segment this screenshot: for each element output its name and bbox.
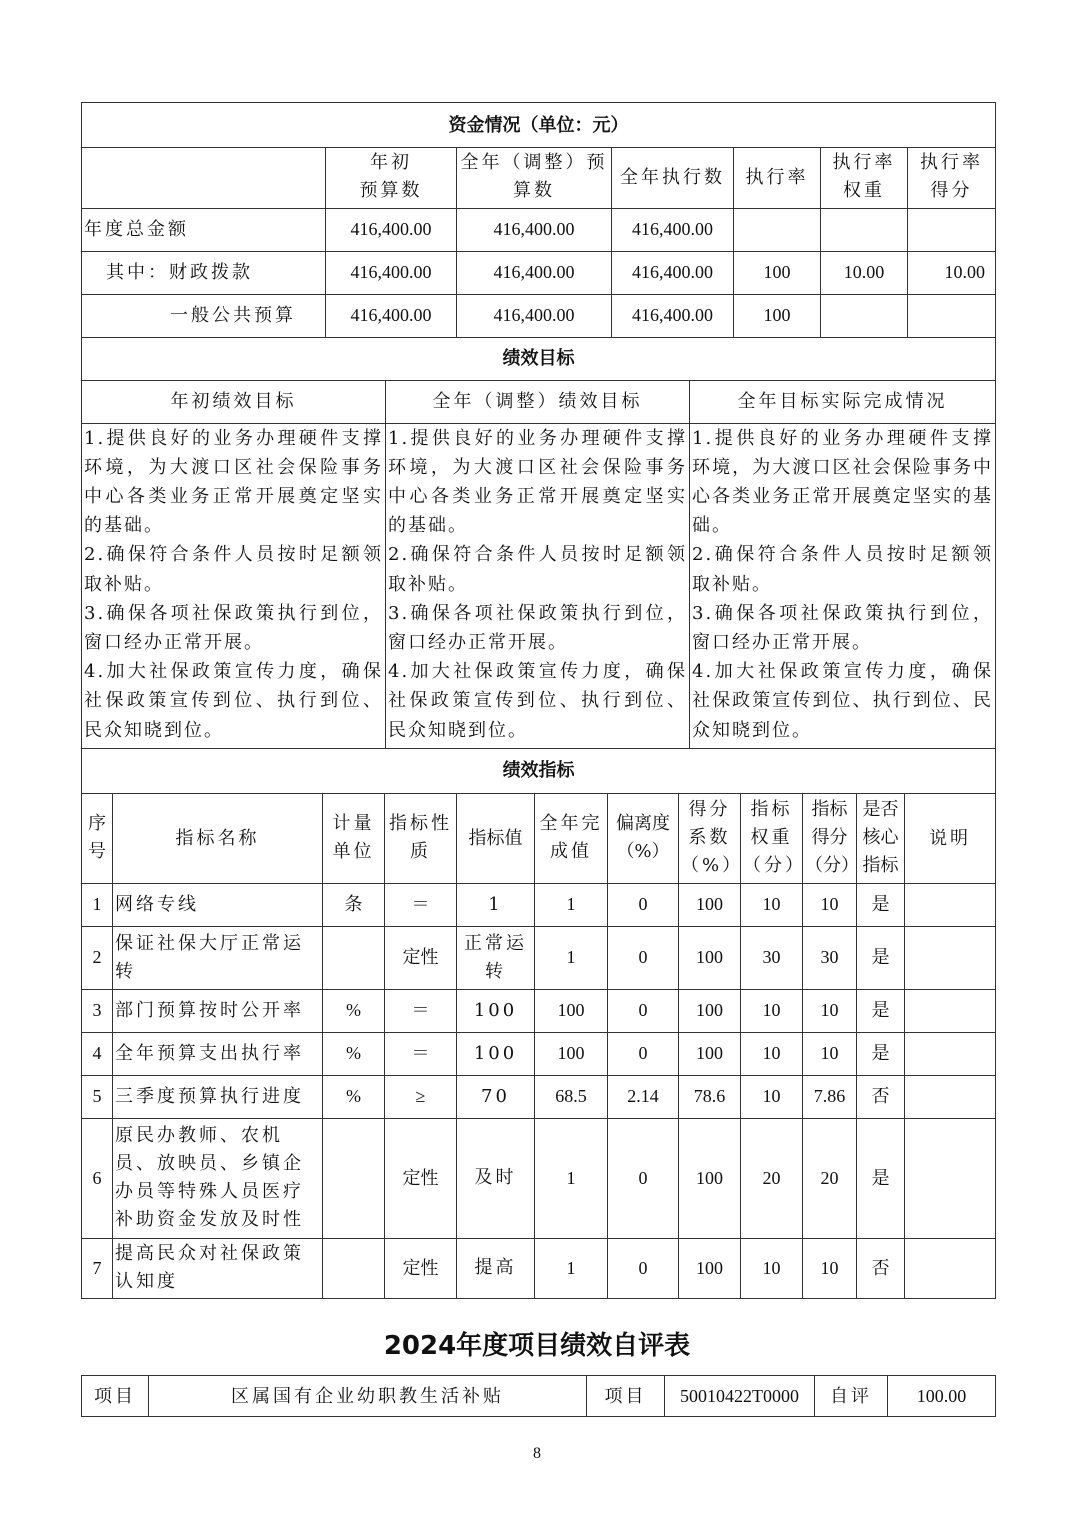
- indicator-row: [82, 989, 996, 1032]
- goal-item: 2.确保符合条件人员按时足额领取补贴。: [84, 544, 383, 595]
- indicator-name: 保证社保大厅正常运转: [113, 926, 323, 989]
- indicator-actual: 100: [535, 989, 608, 1032]
- indicator-coef: 78.6: [679, 1075, 741, 1118]
- indicator-actual: 100: [535, 1032, 608, 1075]
- funds-row-executed: 416,400.00: [612, 294, 734, 337]
- funds-header-rate: 执行率: [734, 147, 821, 208]
- report-title: 2024年度项目绩效自评表: [383, 1331, 691, 1361]
- goals-title: 绩效目标: [82, 337, 996, 380]
- goals-header-actual: 全年目标实际完成情况: [690, 380, 996, 423]
- code-label: 项目: [587, 1376, 665, 1417]
- indicator-coef: 100: [679, 1032, 741, 1075]
- funds-row-label: 一般公共预算: [82, 294, 326, 337]
- indicator-nature: 定性: [385, 1118, 457, 1238]
- indicator-name: 全年预算支出执行率: [113, 1032, 323, 1075]
- indicator-deviation: 0: [608, 1238, 679, 1298]
- funds-header-weight: 执行率权重: [821, 147, 908, 208]
- goals-header-adjusted: 全年（调整）绩效目标: [386, 380, 690, 423]
- project-code: 50010422T0000: [665, 1376, 815, 1417]
- goals-header-initial: 年初绩效目标: [82, 380, 386, 423]
- indicator-actual: 1: [535, 1238, 608, 1298]
- funds-row-weight: [821, 208, 908, 251]
- funds-row: [82, 294, 996, 337]
- indicator-row: [82, 1238, 996, 1298]
- indicator-coef: 100: [679, 1238, 741, 1298]
- indicator-core: 否: [857, 1075, 905, 1118]
- indicator-name: 提高民众对社保政策认知度: [113, 1238, 323, 1298]
- indicator-name: 网络专线: [113, 883, 323, 926]
- score-label: 自评: [815, 1376, 888, 1417]
- project-name: 区属国有企业幼职教生活补贴: [149, 1376, 587, 1417]
- funds-row-initial: 416,400.00: [326, 208, 457, 251]
- self-score: 100.00: [888, 1376, 996, 1417]
- indicator-note: [905, 989, 996, 1032]
- goals-actual-text: [690, 423, 996, 748]
- indicators-table: [81, 748, 996, 1299]
- indicator-nature: 定性: [385, 926, 457, 989]
- indicator-seq: 1: [82, 883, 113, 926]
- indicator-coef: 100: [679, 883, 741, 926]
- indicator-score: 10: [803, 1032, 857, 1075]
- indicator-unit: [323, 926, 385, 989]
- funds-row-adjusted: 416,400.00: [457, 251, 612, 294]
- indicator-unit: %: [323, 1032, 385, 1075]
- goal-item: 2.确保符合条件人员按时足额领取补贴。: [692, 544, 994, 595]
- funds-header-adjusted: 全年（调整）预算数: [457, 147, 612, 208]
- goals-table: [81, 337, 996, 749]
- indicator-unit: [323, 1238, 385, 1298]
- indicator-target: 70: [457, 1075, 535, 1118]
- indicator-weight: 10: [741, 1238, 803, 1298]
- goal-item: 3.确保各项社保政策执行到位，窗口经办正常开展。: [692, 602, 994, 653]
- indicator-name: 部门预算按时公开率: [113, 989, 323, 1032]
- indicator-nature: ＝: [385, 1032, 457, 1075]
- goal-item: 1.提供良好的业务办理硬件支撑环境，为大渡口区社会保险事务中心各类业务正常开展奠定坚实的基础。: [84, 427, 383, 537]
- indicator-header: 全年完成值: [535, 793, 608, 883]
- indicator-seq: 4: [82, 1032, 113, 1075]
- indicator-header: 序号: [82, 793, 113, 883]
- funds-row-initial: 416,400.00: [326, 294, 457, 337]
- indicator-deviation: 0: [608, 989, 679, 1032]
- indicator-coef: 100: [679, 989, 741, 1032]
- indicator-seq: 3: [82, 989, 113, 1032]
- next-report-table: [81, 1375, 996, 1417]
- indicators-title: 绩效指标: [82, 748, 996, 793]
- indicator-nature: ＝: [385, 883, 457, 926]
- goal-item: 2.确保符合条件人员按时足额领取补贴。: [388, 544, 687, 595]
- goals-adjusted-text: [386, 423, 690, 748]
- funds-row-rate: 100: [734, 251, 821, 294]
- indicator-row: [82, 1032, 996, 1075]
- funds-header-executed: 全年执行数: [612, 147, 734, 208]
- indicator-nature: ＝: [385, 989, 457, 1032]
- indicator-note: [905, 1032, 996, 1075]
- indicator-seq: 7: [82, 1238, 113, 1298]
- indicator-actual: 1: [535, 926, 608, 989]
- indicator-header: 指标权重（分）: [741, 793, 803, 883]
- indicator-coef: 100: [679, 1118, 741, 1238]
- funds-row-score: [908, 208, 996, 251]
- indicator-actual: 1: [535, 1118, 608, 1238]
- funds-row-score: 10.00: [908, 251, 996, 294]
- indicators-header-row: [82, 793, 996, 883]
- indicator-score: 7.86: [803, 1075, 857, 1118]
- goal-item: 4.加大社保政策宣传力度，确保社保政策宣传到位、执行到位、民众知晓到位。: [84, 661, 383, 741]
- funds-row-weight: [821, 294, 908, 337]
- goal-item: 3.确保各项社保政策执行到位，窗口经办正常开展。: [388, 602, 687, 653]
- funds-row-initial: 416,400.00: [326, 251, 457, 294]
- indicator-core: 是: [857, 926, 905, 989]
- funds-row-score: [908, 294, 996, 337]
- funds-row-executed: 416,400.00: [612, 251, 734, 294]
- funds-row-weight: 10.00: [821, 251, 908, 294]
- indicator-deviation: 2.14: [608, 1075, 679, 1118]
- indicator-note: [905, 1238, 996, 1298]
- project-label: 项目: [82, 1376, 149, 1417]
- funds-row-label: 其中：财政拨款: [82, 251, 326, 294]
- indicator-core: 否: [857, 1238, 905, 1298]
- indicator-score: 20: [803, 1118, 857, 1238]
- funds-row-label: 年度总金额: [82, 208, 326, 251]
- indicator-deviation: 0: [608, 1032, 679, 1075]
- funds-row: [82, 251, 996, 294]
- funds-row-rate: 100: [734, 294, 821, 337]
- indicator-actual: 68.5: [535, 1075, 608, 1118]
- indicator-target: 提高: [457, 1238, 535, 1298]
- indicator-target: 1: [457, 883, 535, 926]
- indicator-header: 说明: [905, 793, 996, 883]
- indicator-deviation: 0: [608, 883, 679, 926]
- indicator-header: 指标值: [457, 793, 535, 883]
- indicator-weight: 10: [741, 989, 803, 1032]
- indicator-score: 10: [803, 883, 857, 926]
- indicator-score: 30: [803, 926, 857, 989]
- indicator-target: 及时: [457, 1118, 535, 1238]
- indicator-deviation: 0: [608, 1118, 679, 1238]
- funds-title: 资金情况（单位：元）: [82, 103, 996, 148]
- goal-item: 1.提供良好的业务办理硬件支撑环境，为大渡口区社会保险事务中心各类业务正常开展奠定坚实的基础。: [692, 427, 994, 537]
- indicator-note: [905, 1118, 996, 1238]
- indicator-header: 指标性质: [385, 793, 457, 883]
- indicator-unit: [323, 1118, 385, 1238]
- indicator-seq: 6: [82, 1118, 113, 1238]
- indicator-note: [905, 1075, 996, 1118]
- indicator-weight: 20: [741, 1118, 803, 1238]
- indicator-name: 原民办教师、农机员、放映员、乡镇企办员等特殊人员医疗补助资金发放及时性: [113, 1118, 323, 1238]
- indicator-weight: 10: [741, 1032, 803, 1075]
- indicator-weight: 10: [741, 1075, 803, 1118]
- indicator-deviation: 0: [608, 926, 679, 989]
- goal-item: 4.加大社保政策宣传力度，确保社保政策宣传到位、执行到位、民众知晓到位。: [388, 661, 687, 741]
- indicator-header: 得分系数（%）: [679, 793, 741, 883]
- indicator-score: 10: [803, 989, 857, 1032]
- indicator-header: 计量单位: [323, 793, 385, 883]
- indicator-core: 是: [857, 883, 905, 926]
- indicator-core: 是: [857, 989, 905, 1032]
- goal-item: 4.加大社保政策宣传力度，确保社保政策宣传到位、执行到位、民众知晓到位。: [692, 661, 994, 741]
- indicator-header: 指标名称: [113, 793, 323, 883]
- indicator-actual: 1: [535, 883, 608, 926]
- page-number: 8: [533, 1445, 541, 1462]
- indicator-row: [82, 926, 996, 989]
- indicator-score: 10: [803, 1238, 857, 1298]
- indicator-target: 正常运转: [457, 926, 535, 989]
- indicator-seq: 2: [82, 926, 113, 989]
- funds-row-rate: [734, 208, 821, 251]
- indicator-target: 100: [457, 989, 535, 1032]
- funds-row-adjusted: 416,400.00: [457, 208, 612, 251]
- funds-row-adjusted: 416,400.00: [457, 294, 612, 337]
- indicator-target: 100: [457, 1032, 535, 1075]
- funds-row: [82, 208, 996, 251]
- indicator-unit: 条: [323, 883, 385, 926]
- goals-initial-text: [82, 423, 386, 748]
- indicator-header: 偏离度（%）: [608, 793, 679, 883]
- funds-row-executed: 416,400.00: [612, 208, 734, 251]
- goal-item: 1.提供良好的业务办理硬件支撑环境，为大渡口区社会保险事务中心各类业务正常开展奠定坚实的基础。: [388, 427, 687, 537]
- indicator-weight: 30: [741, 926, 803, 989]
- indicator-core: 是: [857, 1118, 905, 1238]
- indicator-seq: 5: [82, 1075, 113, 1118]
- indicator-note: [905, 883, 996, 926]
- indicator-coef: 100: [679, 926, 741, 989]
- indicator-row: [82, 1075, 996, 1118]
- funds-table: [81, 147, 996, 338]
- indicator-weight: 10: [741, 883, 803, 926]
- indicator-row: [82, 883, 996, 926]
- funds-header-initial: 年初 预算数: [326, 147, 457, 208]
- indicator-unit: %: [323, 1075, 385, 1118]
- indicator-core: 是: [857, 1032, 905, 1075]
- indicator-nature: 定性: [385, 1238, 457, 1298]
- indicator-note: [905, 926, 996, 989]
- indicator-row: [82, 1118, 996, 1238]
- performance-table: [81, 102, 996, 148]
- indicator-name: 三季度预算执行进度: [113, 1075, 323, 1118]
- funds-header-label: [82, 147, 326, 208]
- indicator-unit: %: [323, 989, 385, 1032]
- indicator-header: 指标得分（分）: [803, 793, 857, 883]
- goal-item: 3.确保各项社保政策执行到位，窗口经办正常开展。: [84, 602, 383, 653]
- indicator-header: 是否核心指标: [857, 793, 905, 883]
- indicator-nature: ≥: [385, 1075, 457, 1118]
- funds-header-score: 执行率得分: [908, 147, 996, 208]
